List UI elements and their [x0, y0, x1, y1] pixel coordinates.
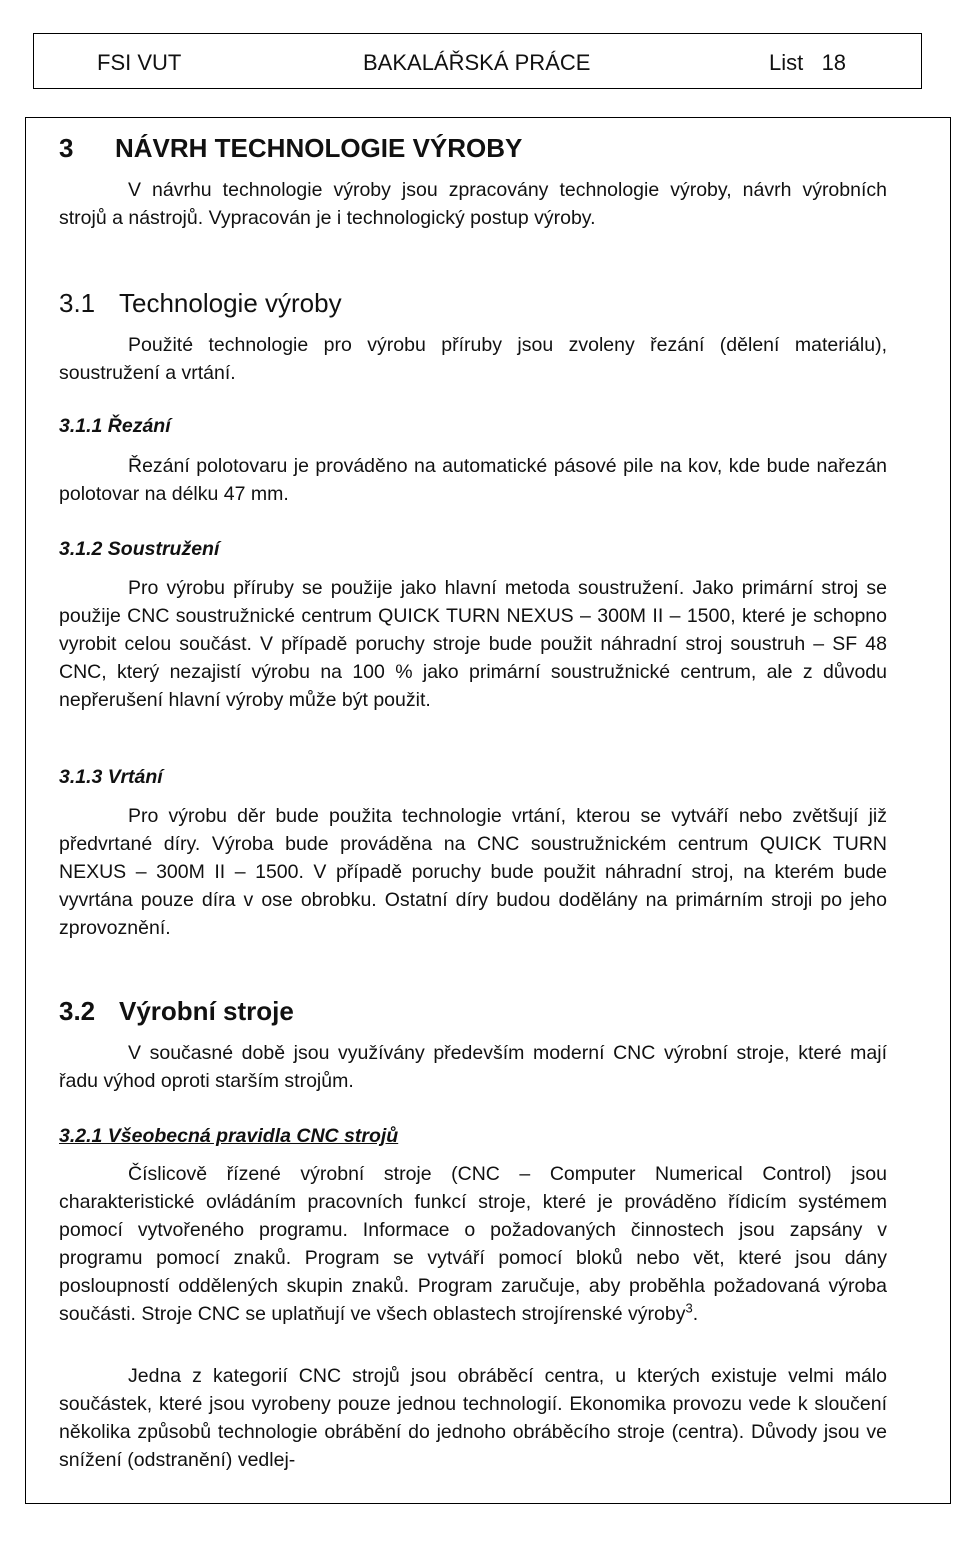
paragraph-section-3-1-3: Pro výrobu děr bude použita technologie vrtání, kterou se vytváří nebo zvětšují již předvrtané díry. Výroba bude prováděna na CNC soustružnickém centrum QUICK TURN NEXUS – 300M II – 1500. V případě poruchy bude použit náhradní stroj, na kterém bude vyvrtána pouze díra v ose obrobku. Ostatní díry budou dodělány na primárním stroji po jeho zprovoznění. — [59, 805, 887, 939]
heading-section-3 — [59, 133, 887, 163]
paragraph-section-3-1-2: Pro výrobu příruby se použije jako hlavní metoda soustružení. Jako primární stroj se použije CNC soustružnické centrum QUICK TURN NEXUS – 300M II – 1500, které je schopno vyrobit celou součást. V případě poruchy stroje bude použit náhradní stroj soustruh – SF 48 CNC, který nezajistí výrobu na 100 % jako primární soustružnické centrum, ale z důvodu nepřerušení hlavní výroby může být použit. — [59, 577, 887, 711]
heading-section-3-1-3: 3.1.3 Vrtání — [59, 766, 163, 788]
section-number: 3 — [59, 133, 74, 163]
heading-section-3-1-1: 3.1.1 Řezání — [59, 415, 171, 437]
page-header — [33, 33, 922, 89]
header-page-number: List 18 — [769, 50, 847, 75]
section-title: Výrobní stroje — [119, 996, 294, 1026]
paragraph-section-3-2-1-a: Číslicově řízené výrobní stroje (CNC – Computer Numerical Control) jsou charakteristické ovládáním pracovních funkcí stroje, které je prováděno řídicím systémem pomocí vytvořeného programu. Informace o požadovaných činnostech jsou zapsány v programu pomocí znaků. Program se vytváří pomocí bloků nebo vět, které jsou dány posloupností oddělených skupin znaků. Program zaručuje, aby proběhla požadovaná výroba součásti. Stroje CNC se uplatňují ve všech oblastech strojírenské výroby$^3$. — [59, 1163, 887, 1325]
heading-section-3-1 — [59, 288, 887, 318]
section-title: NÁVRH TECHNOLOGIE VÝROBY — [115, 133, 523, 163]
paragraph-section-3-2-1-b: Jedna z kategorií CNC strojů jsou obráběcí centra, u kterých existuje velmi málo součástek, které jsou vyrobeny pouze jednou technologií. Ekonomika provozu vede k sloučení několika způsobů technologie obrábění do jednoho obráběcího stroje (centra). Důvody jsou ve snížení (odstranění) vedlej- — [59, 1365, 887, 1471]
paragraph-section-3-1: Použité technologie pro výrobu příruby jsou zvoleny řezání (dělení materiálu), soustružení a vrtání. — [59, 334, 887, 384]
section-number: 3.2 — [59, 996, 96, 1026]
heading-section-3-2 — [59, 996, 887, 1026]
heading-section-3-1-2: 3.1.2 Soustružení — [59, 538, 220, 560]
footnote-reference: 3 — [685, 1300, 693, 1316]
paragraph-section-3: V návrhu technologie výroby jsou zpracovány technologie výroby, návrh výrobních strojů a nástrojů. Vypracován je i technologický postup výroby. — [59, 179, 887, 229]
header-thesis-type: BAKALÁŘSKÁ PRÁCE — [363, 50, 591, 75]
section-title: Technologie výroby — [119, 288, 342, 318]
paragraph-section-3-1-1: Řezání polotovaru je prováděno na automatické pásové pile na kov, kde bude nařezán polotovar na délku 47 mm. — [59, 455, 887, 505]
paragraph-section-3-2: V současné době jsou využívány především moderní CNC výrobní stroje, které mají řadu výhod oproti starším strojům. — [59, 1042, 887, 1092]
section-number: 3.1 — [59, 288, 96, 318]
header-faculty: FSI VUT — [97, 50, 182, 75]
heading-section-3-2-1: 3.2.1 Všeobecná pravidla CNC strojů — [59, 1125, 399, 1147]
